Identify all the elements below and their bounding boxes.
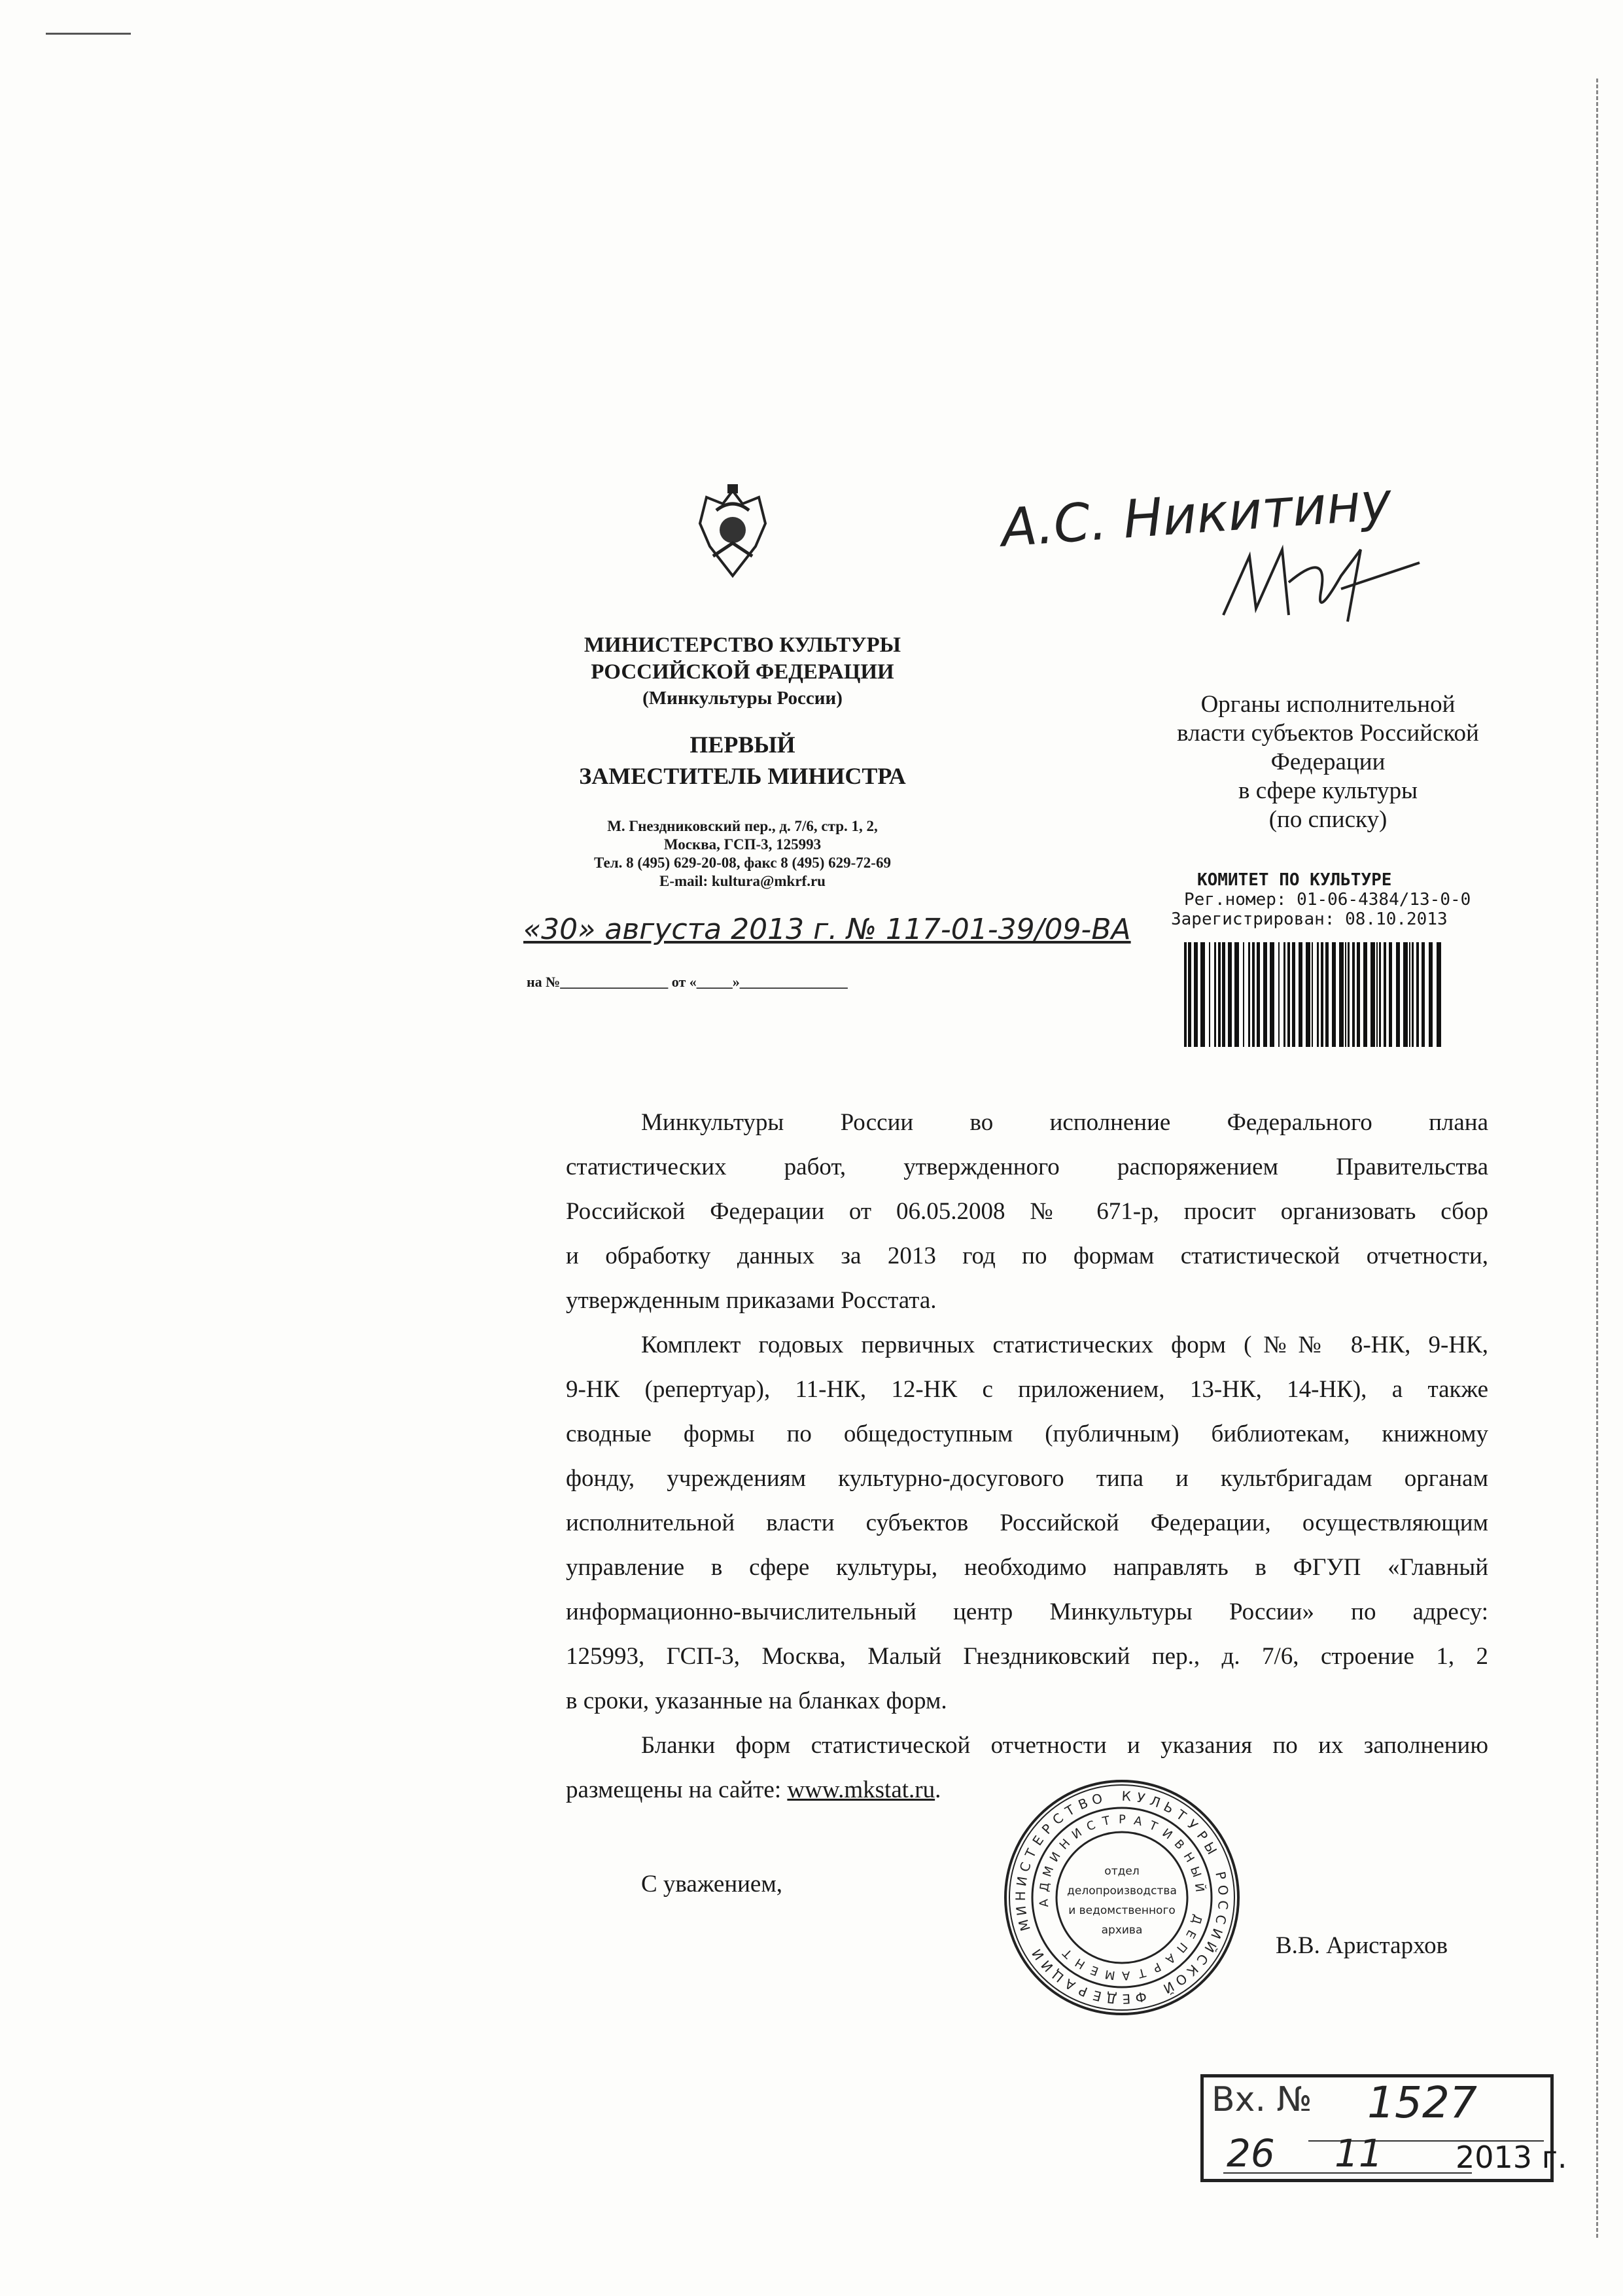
barcode-bar (1222, 942, 1225, 1047)
barcode-bar (1287, 942, 1290, 1047)
barcode-bar (1252, 942, 1255, 1047)
seal-ring-char: А (1162, 1951, 1178, 1967)
seal-center-line: архива (1101, 1924, 1143, 1937)
seal-ring-char: Н (1180, 1850, 1197, 1865)
scan-mark (46, 33, 131, 35)
incoming-stamp (1200, 2074, 1567, 2182)
letter-body (566, 1101, 1488, 1812)
text-line: фонду, учреждениям культурно-досугового типа и культбригадам органам (566, 1465, 1488, 1492)
seal-ring-char: Т (1101, 1814, 1111, 1829)
text-line: информационно-вычислительный центр Минкультуры России» по адресу: (566, 1598, 1488, 1625)
seal-ring-char: О (1172, 1970, 1191, 1990)
seal-ring-char: Т (1136, 1965, 1147, 1981)
text-line: Минкультуры России во исполнение Федерального плана (641, 1109, 1488, 1136)
seal-ring-char: С (1049, 1810, 1067, 1828)
barcode-bar (1357, 942, 1360, 1047)
seal-ring-char: У (1135, 1789, 1147, 1807)
seal-ring-char: В (1171, 1837, 1187, 1852)
seal-ring-char: С (1084, 1818, 1098, 1834)
seal-ring-char: Ы (1187, 1865, 1204, 1879)
seal-ring-char: Н (1012, 1891, 1029, 1901)
seal-ring-char: Д (1106, 1990, 1118, 2007)
seal-ring-char: Р (1118, 1812, 1126, 1827)
barcode-bar (1339, 942, 1344, 1047)
seal-ring-char: И (1069, 1826, 1085, 1843)
barcode-bar (1396, 942, 1400, 1047)
paragraph-2 (566, 1323, 1488, 1723)
text-line: утвержденным приказами Росстата. (566, 1287, 937, 1314)
reg-org: КОМИТЕТ ПО КУЛЬТУРЕ (1197, 870, 1392, 890)
barcode-bar (1248, 942, 1250, 1047)
seal-ring-char: Е (1091, 1987, 1104, 2005)
barcode-bar (1412, 942, 1414, 1047)
reg-number: Рег.номер: 01-06-4384/13-0-0 (1184, 890, 1471, 910)
seal-ring-char: Ц (1049, 1966, 1067, 1986)
seal-center-line: отдел (1104, 1865, 1140, 1878)
incoming-date-underline (1223, 2172, 1472, 2174)
seal-ring-char: К (1121, 1788, 1132, 1805)
seal-ring-char: Р (1038, 1820, 1056, 1837)
addressee-line: власти субъектов Российской (1177, 720, 1479, 747)
seal-ring-char: И (1159, 1826, 1175, 1843)
seal-ring-char: Е (1183, 1927, 1198, 1941)
phone-line: Тел. 8 (495) 629-20-08, факс 8 (495) 629-72-69 (594, 855, 891, 871)
position-line2: ЗАМЕСТИТЕЛЬ МИНИСТРА (579, 763, 906, 789)
seal-inner-text (1037, 1812, 1207, 1982)
incoming-day: 26 (1227, 2131, 1275, 2176)
seal-ring-char: П (1173, 1939, 1190, 1956)
seal-ring-char: И (1047, 1850, 1064, 1865)
seal-ring-char: Д (1189, 1913, 1205, 1926)
seal-ring-char: Ф (1134, 1988, 1148, 2006)
seal-ring-char: У (1184, 1816, 1201, 1833)
handwritten-signature (1210, 537, 1433, 635)
seal-ring-char: К (1183, 1961, 1202, 1979)
barcode-bar (1352, 942, 1355, 1047)
barcode-bar (1345, 942, 1346, 1047)
barcode-bar (1292, 942, 1295, 1047)
seal-ring-char: Й (1191, 1882, 1207, 1893)
seal-ring-char: Т (1147, 1818, 1160, 1834)
seal-ring-char: Н (1073, 1955, 1088, 1972)
text-line: 9-НК (репертуар), 11-НК, 12-НК с приложением, 13-НК, 14-НК), а также (566, 1376, 1488, 1403)
seal-ring-char: С (1215, 1899, 1232, 1911)
barcode-bar (1422, 942, 1425, 1047)
addressee-block (1125, 690, 1531, 834)
seal-ring-char: О (1215, 1884, 1232, 1896)
seal-ring-char: Т (1173, 1806, 1189, 1824)
barcode-bar (1188, 942, 1191, 1047)
barcode-bar (1218, 942, 1221, 1047)
seal-ring-char: Й (1161, 1978, 1177, 1997)
seal-ring-char: С (1212, 1913, 1230, 1926)
text-line (566, 1768, 941, 1812)
seal-ring-char: Е (1089, 1962, 1101, 1979)
barcode-bar (1214, 942, 1216, 1047)
seal-ring-char: И (1038, 1957, 1056, 1975)
text-fragment: . (935, 1776, 941, 1803)
text-line: в сроки, указанные на бланках форм. (566, 1687, 947, 1714)
barcode-bar (1429, 942, 1433, 1047)
barcode-bar (1306, 942, 1310, 1047)
barcode-bar (1312, 942, 1313, 1047)
barcode-bar (1184, 942, 1187, 1047)
addressee-line: Федерации (1270, 749, 1386, 775)
barcode-bar (1437, 942, 1441, 1047)
barcode-bar (1416, 942, 1419, 1047)
barcode-bar (1228, 942, 1232, 1047)
seal-ring-char: Е (1121, 1990, 1131, 2007)
barcode-bar (1370, 942, 1375, 1047)
address-line2: Москва, ГСП-3, 125993 (663, 836, 822, 853)
barcode-bar (1384, 942, 1386, 1047)
seal-ring-char: И (1028, 1946, 1047, 1963)
address-line1: М. Гнездниковский пер., д. 7/6, стр. 1, 2, (607, 818, 878, 834)
addressee-line: в сфере культуры (1238, 777, 1418, 804)
ministry-name-line1: МИНИСТЕРСТВО КУЛЬТУРЫ (584, 633, 901, 657)
reg-date: Зарегистрирован: 08.10.2013 (1171, 910, 1448, 929)
paragraph-1 (566, 1101, 1488, 1323)
seal-ring-char: Р (1212, 1870, 1230, 1881)
barcode-bar (1363, 942, 1367, 1047)
barcode-bar (1409, 942, 1410, 1047)
reply-reference: на №_______________ от «_____»_______________ (527, 974, 848, 990)
seal-center-line: делопроизводства (1067, 1884, 1177, 1898)
seal-ring-char: Н (1056, 1836, 1073, 1852)
barcode-bar (1263, 942, 1267, 1047)
seal-ring-char: Т (1060, 1946, 1075, 1961)
seal-ring-char: В (1075, 1795, 1091, 1813)
barcode-bar (1321, 942, 1323, 1047)
barcode-bar (1270, 942, 1274, 1047)
seal-ring-char: Д (1037, 1881, 1053, 1893)
email-line: E-mail: kultura@mkrf.ru (659, 873, 826, 889)
incoming-number: 1527 (1367, 2077, 1477, 2128)
seal-ring-char: Т (1062, 1801, 1077, 1820)
barcode-bar (1234, 942, 1239, 1047)
incoming-year: 2013 г. (1456, 2140, 1567, 2175)
text-fragment: размещены на сайте: (566, 1776, 788, 1803)
barcode-bar (1278, 942, 1280, 1047)
seal-ring-char: Ы (1200, 1839, 1221, 1858)
letterhead (510, 631, 975, 891)
seal-ring-char: М (1104, 1967, 1117, 1983)
website-link[interactable]: www.mkstat.ru (787, 1776, 935, 1803)
position-line1: ПЕРВЫЙ (689, 732, 795, 758)
ministry-short-name: (Минкультуры России) (642, 688, 843, 709)
seal-ring-char: И (1013, 1875, 1031, 1888)
ministry-name-line2: РОССИЙСКОЙ ФЕДЕРАЦИИ (591, 660, 894, 684)
seal-center-line: и ведомственного (1068, 1904, 1176, 1917)
seal-ring-char: А (1132, 1814, 1143, 1829)
text-line: статистических работ, утвержденного распоряжением Правительства (566, 1154, 1488, 1180)
scan-edge-line (1596, 79, 1598, 2238)
seal-ring-char: Р (1150, 1959, 1163, 1975)
coat-of-arms-emblem (687, 484, 778, 582)
barcode-bar (1200, 942, 1205, 1047)
text-line: управление в сфере культуры, необходимо направлять в ФГУП «Главный (566, 1554, 1488, 1581)
seal-ring-char: А (1062, 1975, 1078, 1994)
seal-ring-char: И (1208, 1926, 1226, 1941)
text-line: Российской Федерации от 06.05.2008 № 671-р, просит организовать сбор (566, 1198, 1488, 1225)
seal-ring-char: Р (1076, 1982, 1090, 2000)
barcode-bar (1243, 942, 1244, 1047)
barcode-bar (1209, 942, 1210, 1047)
seal-ring-char: С (1193, 1951, 1212, 1968)
official-seal (1001, 1776, 1243, 2019)
seal-ring-char: М (1040, 1864, 1057, 1879)
text-line: Комплект годовых первичных статистических форм (№№ 8-НК, 9-НК, (641, 1332, 1488, 1358)
closing-phrase: С уважением, (641, 1871, 783, 1898)
signer-name: В.В. Аристархов (1276, 1932, 1448, 1959)
barcode-bar (1376, 942, 1378, 1047)
barcode-bar (1348, 942, 1350, 1047)
text-line: 125993, ГСП-3, Москва, Малый Гнездниковский пер., д. 7/6, строение 1, 2 (566, 1643, 1488, 1670)
text-line: и обработку данных за 2013 год по формам статистической отчетности, (566, 1243, 1488, 1269)
resolution-handwritten: А.С. Никитину (999, 470, 1394, 559)
incoming-month: 11 (1335, 2131, 1383, 2176)
barcode (1184, 942, 1446, 1047)
seal-ring-char: Р (1193, 1828, 1212, 1844)
incoming-label: Вх. № (1212, 2080, 1312, 2119)
seal-ring-char: Л (1147, 1792, 1162, 1811)
barcode-bar (1403, 942, 1408, 1047)
barcode-bar (1257, 942, 1260, 1047)
text-line: исполнительной власти субъектов Российской Федерации, осуществляющим (566, 1510, 1488, 1536)
seal-ring-char: Т (1022, 1846, 1039, 1861)
seal-ring-char: А (1121, 1968, 1131, 1983)
barcode-bar (1283, 942, 1285, 1047)
text-line: Бланки форм статистической отчетности и указания по их заполнению (641, 1732, 1488, 1759)
seal-ring-char: С (1016, 1860, 1034, 1874)
barcode-bar (1332, 942, 1336, 1047)
seal-ring-char: А (1037, 1898, 1052, 1908)
barcode-bar (1325, 942, 1329, 1047)
barcode-bar (1299, 942, 1302, 1047)
addressee-line: (по списку) (1268, 806, 1387, 833)
seal-ring-char: М (1015, 1917, 1034, 1933)
seal-ring-char: И (1013, 1905, 1030, 1917)
registration-stamp (1171, 870, 1478, 929)
seal-ring-char: Й (1201, 1939, 1220, 1955)
seal-ring-char: Е (1029, 1833, 1047, 1848)
addressee-line: Органы исполнительной (1200, 691, 1456, 718)
date-and-ref-number: «30» августа 2013 г. № 117-01-39/09-ВА (523, 913, 1131, 946)
seal-ring-char: Ь (1161, 1798, 1177, 1817)
barcode-bar (1389, 942, 1392, 1047)
text-line: сводные формы по общедоступным (публичным) библиотекам, книжному (566, 1421, 1488, 1447)
barcode-bar (1379, 942, 1381, 1047)
seal-ring-char: О (1090, 1790, 1104, 1809)
barcode-bar (1317, 942, 1319, 1047)
barcode-bar (1194, 942, 1198, 1047)
